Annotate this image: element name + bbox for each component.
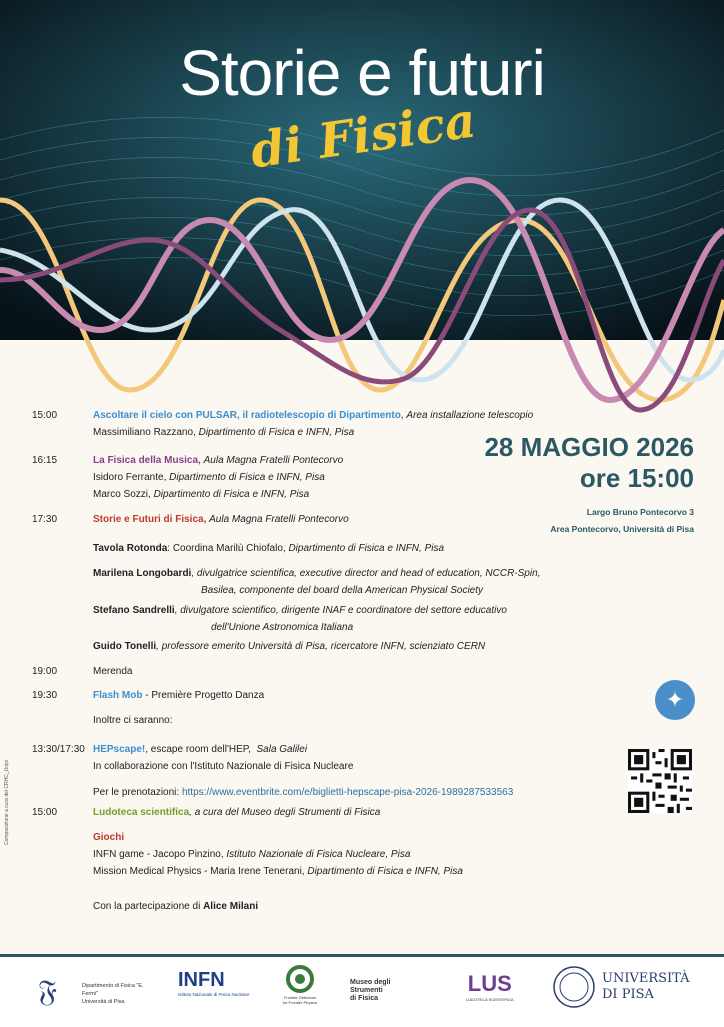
item-place: Aula Magna Fratelli Pontecorvo	[209, 514, 349, 525]
item-title: HEPscape!	[93, 744, 146, 755]
participation	[93, 898, 258, 915]
game-affiliation: Istituto Nazionale di Fisica Nucleare, Pisa	[226, 849, 411, 860]
dipartimento-university: Università di Pisa	[82, 999, 125, 1005]
event-address: Largo Bruno Pontecorvo 3	[586, 507, 694, 517]
game-name: Mission Medical Physics - Maria Irene Tenerani,	[93, 866, 305, 877]
event-date: 28 MAGGIO 2026	[484, 432, 694, 462]
time-16-15: 16:15	[32, 455, 58, 466]
panelist-bio-cont: dell'Unione Astronomica Italiana	[211, 622, 354, 633]
program-item-giochi	[93, 829, 463, 880]
round-table-label: Tavola Rotonda	[93, 543, 168, 554]
logo-frontier	[282, 965, 318, 1005]
time-13-30-17-30: 13:30/17:30	[32, 744, 85, 755]
program-item-pulsar	[93, 407, 533, 441]
game-affiliation: Dipartimento di Fisica e INFN, Pisa	[307, 866, 463, 877]
event-date-block	[484, 432, 694, 538]
item-title: Giochi	[93, 832, 125, 843]
item-place: Area installazione telescopio	[406, 410, 534, 421]
round-table	[93, 540, 444, 557]
program-item-music	[93, 452, 343, 503]
panelist-name: Stefano Sandrelli	[93, 605, 175, 616]
time-17-30: 17:30	[32, 514, 58, 525]
panelist-longobardi	[93, 565, 540, 599]
museo-line3: di Fisica	[350, 995, 379, 1002]
participation-label: Con la partecipazione di	[93, 901, 201, 912]
frontier-logo-icon	[286, 965, 314, 993]
dipartimento-name: Dipartimento di Fisica "E. Fermi"	[82, 983, 144, 997]
booking-label: Per le prenotazioni:	[93, 787, 180, 798]
round-table-affiliation: Dipartimento di Fisica e INFN, Pisa	[288, 543, 445, 554]
panelist-bio-cont: Basilea, componente del board della American Physical Society	[201, 585, 484, 596]
speaker-affiliation: Dipartimento di Fisica e INFN, Pisa	[169, 472, 325, 483]
infn-subtitle: Istituto Nazionale di Fisica Nucleare	[178, 992, 250, 997]
time-19-00: 19:00	[32, 666, 58, 677]
logo-infn	[178, 969, 250, 997]
lus-logo-text: LUS	[467, 971, 512, 996]
item-place: Sala Galilei	[256, 744, 308, 755]
partner-logos-footer	[0, 954, 724, 1027]
qr-code-icon[interactable]	[628, 749, 692, 813]
program-item-storie	[93, 511, 349, 528]
panelist-name: Marilena Longobardi	[93, 568, 192, 579]
item-title: Storie e Futuri di Fisica,	[93, 514, 207, 525]
hepscape-collab: In collaborazione con l'Istituto Nazionale di Fisica Nucleare	[93, 761, 354, 772]
panelist-bio: , divulgatore scientifico, dirigente INAF e coordinatore del settore educativo	[174, 605, 507, 616]
sine-waves-decoration	[0, 0, 724, 420]
museo-line2: Strumenti	[350, 987, 383, 994]
time-15-00-b: 15:00	[32, 807, 58, 818]
unipi-line1: UNIVERSITÀ	[602, 971, 690, 986]
composition-note: Composizione a cura del CRHC_Unipi	[4, 759, 10, 845]
game-name: INFN game - Jacopo Pinzino,	[93, 849, 224, 860]
event-location	[484, 504, 694, 538]
also-present: Inoltre ci saranno:	[93, 715, 173, 726]
panelist-bio: , professore emerito Università di Pisa, ricercatore INFN, scienziato CERN	[156, 641, 486, 652]
panelist-name: Guido Tonelli	[93, 641, 157, 652]
event-area: Area Pontecorvo, Università di Pisa	[550, 524, 694, 534]
time-19-30: 19:30	[32, 690, 58, 701]
speaker-name: Massimiliano Razzano,	[93, 427, 196, 438]
item-title: La Fisica della Musica,	[93, 455, 201, 466]
speaker-name: Marco Sozzi,	[93, 489, 151, 500]
program-item-hepscape	[93, 741, 513, 801]
item-detail: , escape room dell'HEP,	[145, 744, 251, 755]
logo-dipartimento-fisica	[34, 967, 144, 1013]
program-item-ludoteca	[93, 804, 380, 821]
item-title: Flash Mob	[93, 690, 143, 701]
svg-text:𝔉: 𝔉	[38, 974, 57, 1009]
item-detail: - Première Progetto Danza	[142, 690, 265, 701]
panelist-sandrelli	[93, 602, 507, 636]
event-title: Storie e futuri	[179, 37, 545, 109]
panelist-tonelli	[93, 638, 485, 655]
event-subtitle: di Fisica	[247, 92, 480, 180]
logo-museo	[350, 979, 390, 1003]
panelist-bio: , divulgatrice scientifica, executive director and head of education, NCCR-Spin,	[191, 568, 541, 579]
speaker-affiliation: Dipartimento di Fisica e INFN, Pisa	[198, 427, 355, 438]
round-table-coordinator: : Coordina Marilù Chiofalo,	[167, 543, 286, 554]
museo-line1: Museo degli	[350, 979, 391, 986]
speaker-affiliation: Dipartimento di Fisica e INFN, Pisa	[153, 489, 310, 500]
unipi-line2: DI PISA	[602, 987, 654, 1002]
dance-icon: ✦	[655, 680, 695, 720]
item-detail: , a cura del Museo degli Strumenti di Fisica	[189, 807, 381, 818]
program-item-merenda: Merenda	[93, 666, 133, 677]
speaker-name: Isidoro Ferrante,	[93, 472, 167, 483]
logo-unipi	[552, 965, 690, 1011]
time-15-00: 15:00	[32, 410, 58, 421]
item-place: Aula Magna Fratelli Pontecorvo	[203, 455, 344, 466]
logo-ludoteca	[466, 971, 514, 1002]
item-title: Ludoteca scientifica	[93, 807, 190, 818]
dipartimento-logo-icon	[34, 967, 78, 1011]
unipi-seal-icon	[552, 965, 596, 1009]
frontier-text: Frontier Detectors for Frontier Physics	[282, 995, 318, 1005]
participant-name: Alice Milani	[203, 901, 259, 912]
infn-logo-text: INFN	[178, 969, 225, 991]
program-item-flashmob	[93, 687, 264, 704]
lus-subtitle: LUDOTECA SCIENTIFICA	[466, 997, 514, 1002]
event-time: ore 15:00	[579, 463, 694, 493]
booking-link[interactable]: https://www.eventbrite.com/e/biglietti-hepscape-pisa-2026-1989287533563	[181, 787, 514, 798]
item-title: Ascoltare il cielo con PULSAR, il radiotelescopio di Dipartimento,	[93, 410, 404, 421]
